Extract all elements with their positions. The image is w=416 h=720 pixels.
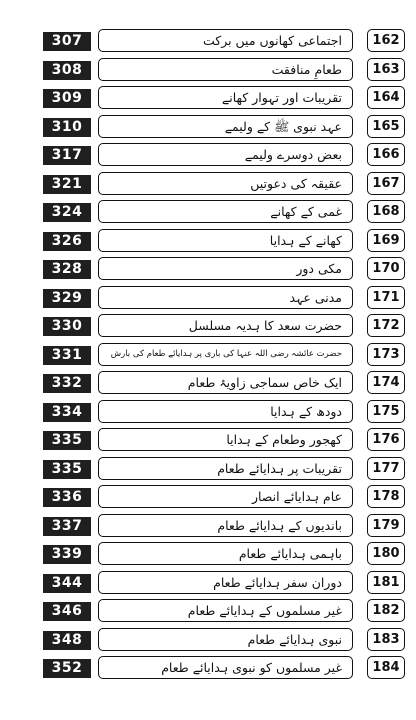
page-number-badge: 324 (43, 203, 91, 222)
entry-number: 183 (367, 628, 405, 651)
entry-title: غیر مسلموں کے ہدایائے طعام (98, 599, 353, 622)
entry-number: 184 (367, 656, 405, 679)
page-number-badge: 330 (43, 317, 91, 336)
page-number-badge: 336 (43, 488, 91, 507)
toc-row (0, 141, 416, 170)
toc-row (0, 369, 416, 398)
entry-title: حضرت عائشہ رضی اللہ عنہا کی باری پر ہدایائے طعام کی بارش (98, 343, 353, 366)
entry-number: 164 (367, 86, 405, 109)
entry-title: غیر مسلموں کو نبوی ہدایائے طعام (98, 656, 353, 679)
page-number-badge: 332 (43, 374, 91, 393)
toc-row (0, 512, 416, 541)
entry-title: کھجور وطعام کے ہدایا (98, 428, 353, 451)
entry-number: 176 (367, 428, 405, 451)
toc-row (0, 27, 416, 56)
entry-number: 172 (367, 314, 405, 337)
entry-title: تقریبات اور تہوار کھانے (98, 86, 353, 109)
entry-title: کھانے کے ہدایا (98, 229, 353, 252)
entry-number: 179 (367, 514, 405, 537)
entry-number: 173 (367, 343, 405, 366)
toc-row (0, 255, 416, 284)
entry-number: 182 (367, 599, 405, 622)
toc-row (0, 569, 416, 598)
entry-title: حضرت سعد کا ہدیہ مسلسل (98, 314, 353, 337)
toc-row (0, 654, 416, 683)
entry-title: نبوی ہدایائے طعام (98, 628, 353, 651)
page-number-badge: 335 (43, 460, 91, 479)
entry-number: 169 (367, 229, 405, 252)
entry-number: 171 (367, 286, 405, 309)
toc-row (0, 170, 416, 199)
page-number-badge: 339 (43, 545, 91, 564)
toc-row (0, 113, 416, 142)
page-number-badge: 334 (43, 403, 91, 422)
entry-number: 175 (367, 400, 405, 423)
entry-title: طعامِ منافقت (98, 58, 353, 81)
page-number-badge: 326 (43, 232, 91, 251)
page-number-badge: 348 (43, 631, 91, 650)
toc-row (0, 540, 416, 569)
entry-number: 170 (367, 257, 405, 280)
page-number-badge: 321 (43, 175, 91, 194)
page-number-badge: 346 (43, 602, 91, 621)
toc-row (0, 597, 416, 626)
toc-row (0, 341, 416, 370)
entry-number: 166 (367, 143, 405, 166)
entry-title: مدنی عہد (98, 286, 353, 309)
page-number-badge: 352 (43, 659, 91, 678)
toc-row (0, 284, 416, 313)
entry-title: عقیقہ کی دعوتیں (98, 172, 353, 195)
entry-number: 180 (367, 542, 405, 565)
entry-number: 162 (367, 29, 405, 52)
page-number-badge: 317 (43, 146, 91, 165)
toc-row (0, 483, 416, 512)
entry-number: 167 (367, 172, 405, 195)
entry-title: دودھ کے ہدایا (98, 400, 353, 423)
page-number-badge: 331 (43, 346, 91, 365)
page-number-badge: 308 (43, 61, 91, 80)
toc-row (0, 312, 416, 341)
toc-row (0, 626, 416, 655)
entry-title: عہد نبوی ﷺ کے ولیمے (98, 115, 353, 138)
entry-number: 165 (367, 115, 405, 138)
entry-title: باندیوں کے ہدایائے طعام (98, 514, 353, 537)
entry-number: 168 (367, 200, 405, 223)
table-of-contents (0, 27, 416, 683)
entry-number: 174 (367, 371, 405, 394)
toc-row (0, 56, 416, 85)
toc-row (0, 455, 416, 484)
toc-row (0, 426, 416, 455)
entry-title: عام ہدایائے انصار (98, 485, 353, 508)
page-number-badge: 335 (43, 431, 91, 450)
toc-row (0, 227, 416, 256)
entry-number: 177 (367, 457, 405, 480)
toc-row (0, 198, 416, 227)
page-number-badge: 309 (43, 89, 91, 108)
page-number-badge: 344 (43, 574, 91, 593)
entry-title: تقریبات پر ہدایائے طعام (98, 457, 353, 480)
entry-title: اجتماعی کھانوں میں برکت (98, 29, 353, 52)
entry-number: 181 (367, 571, 405, 594)
toc-row (0, 84, 416, 113)
page-number-badge: 307 (43, 32, 91, 51)
page-number-badge: 329 (43, 289, 91, 308)
toc-row (0, 398, 416, 427)
page-number-badge: 337 (43, 517, 91, 536)
entry-title: ایک خاص سماجی زاویۂ طعام (98, 371, 353, 394)
entry-title: مکی دور (98, 257, 353, 280)
page-number-badge: 328 (43, 260, 91, 279)
entry-title: بعض دوسرے ولیمے (98, 143, 353, 166)
entry-title: باہمی ہدایائے طعام (98, 542, 353, 565)
entry-number: 178 (367, 485, 405, 508)
entry-title: دوران سفر ہدایائے طعام (98, 571, 353, 594)
entry-number: 163 (367, 58, 405, 81)
page-number-badge: 310 (43, 118, 91, 137)
entry-title: غمی کے کھانے (98, 200, 353, 223)
